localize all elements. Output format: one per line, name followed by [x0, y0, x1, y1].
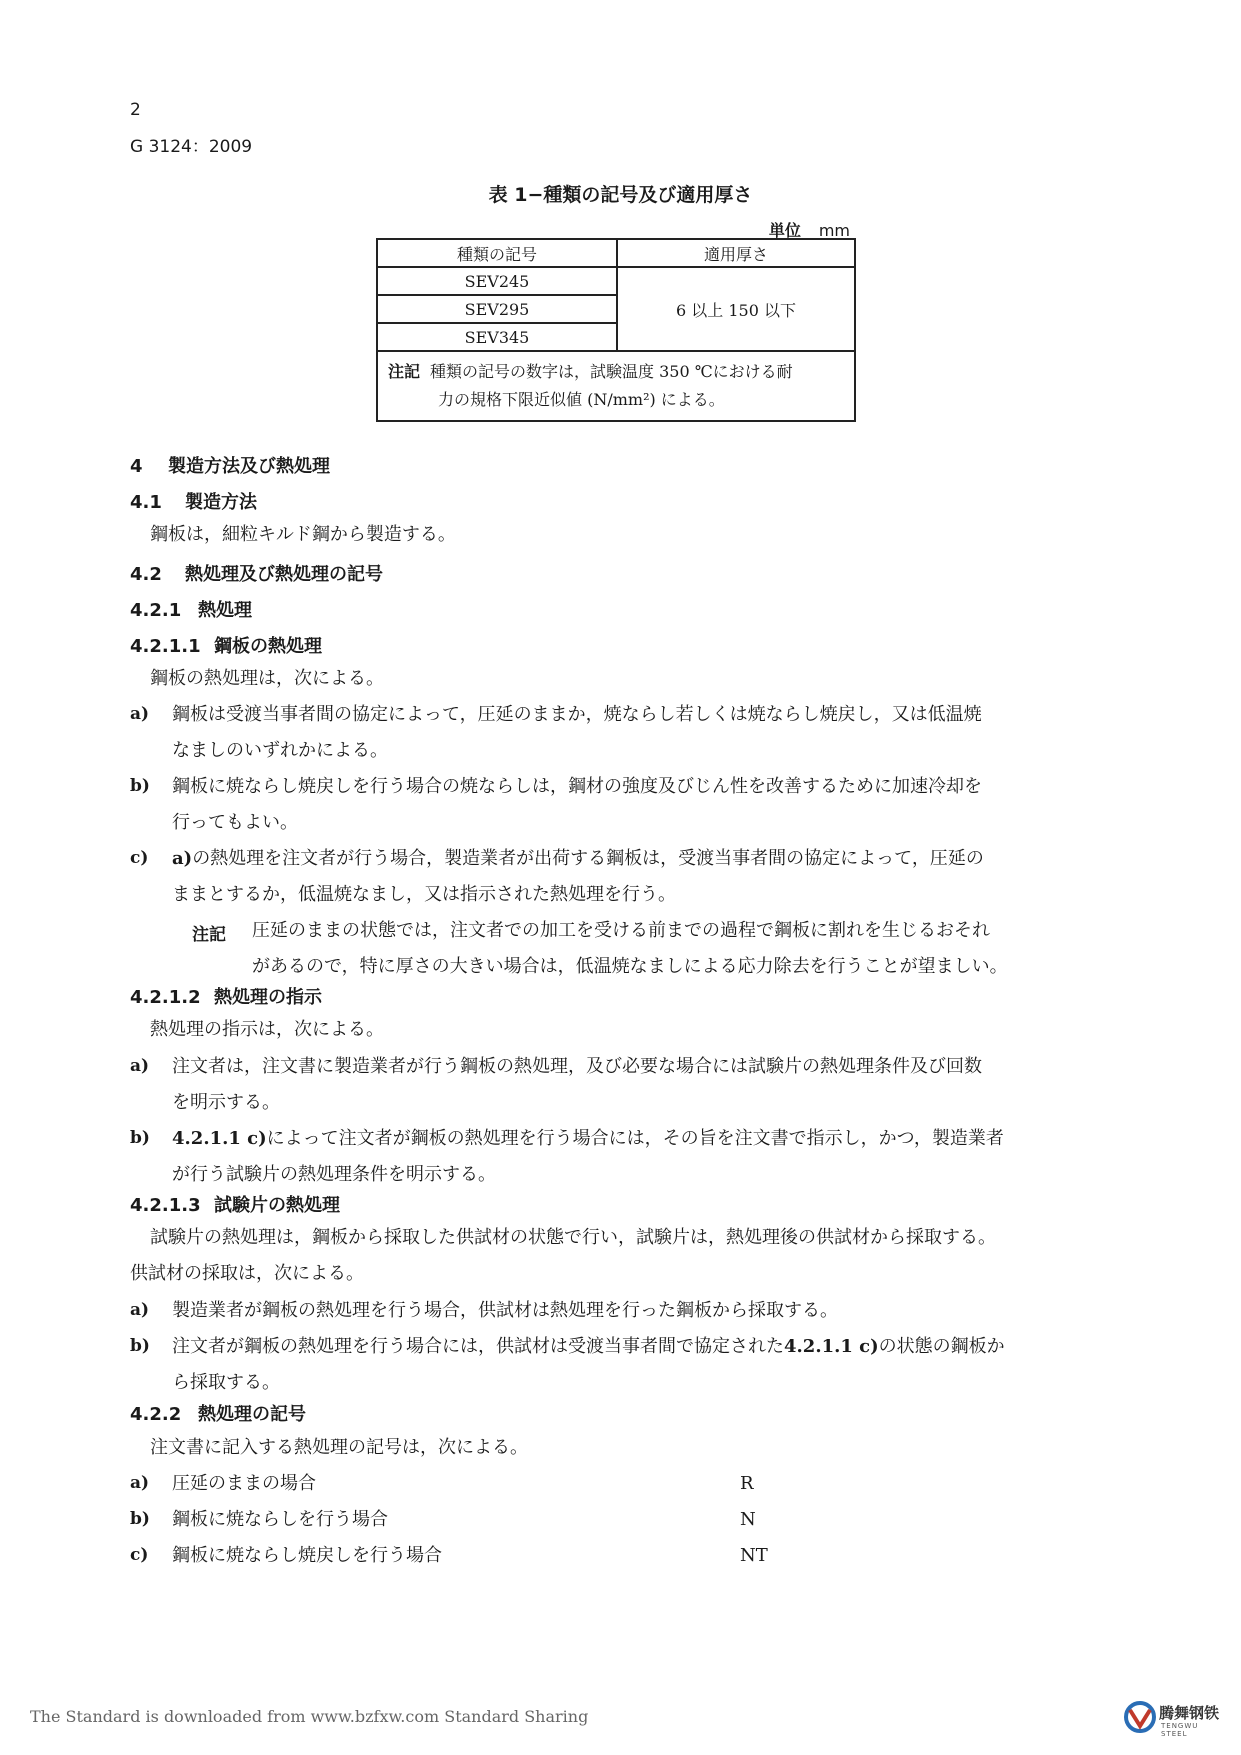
list-item-text: 製造業者が鋼板の熱処理を行う場合，供試材は熱処理を行った鋼板から採取する。: [172, 1300, 838, 1321]
section-title: 熱処理の記号: [198, 1404, 306, 1425]
grade-table: [376, 238, 856, 422]
table-note-line2: 力の規格下限近似値 (N/mm²) による。: [438, 390, 725, 409]
unit-label: 単位: [768, 221, 801, 240]
unit-value: mm: [818, 221, 850, 240]
section-number: 4.2.2: [130, 1404, 182, 1425]
list-item-line: ら採取する。: [172, 1372, 280, 1393]
list-item-text: [172, 841, 1107, 913]
list-item-line: を明示する。: [172, 1092, 280, 1113]
list-marker: b): [130, 1509, 150, 1529]
col-header-grade: 種類の記号: [377, 239, 617, 267]
list-marker: b): [130, 1128, 150, 1148]
section-4-2-1-2-heading: [130, 983, 322, 1009]
section-4-2-1-3-para2: 供試材の採取は，次による。: [130, 1263, 364, 1284]
list-item-line: 鋼板は受渡当事者間の協定によって，圧延のままか，焼ならし若しくは焼ならし焼戻し，又は低温焼: [172, 704, 982, 725]
section-4-2-2-heading: [130, 1400, 306, 1426]
section-title: 熱処理: [198, 600, 252, 621]
section-4-2-1-1-heading: [130, 632, 322, 658]
list-item-line: の熱処理を注文者が行う場合，製造業者が出荷する鋼板は，受渡当事者間の協定によって，圧延の: [192, 848, 984, 869]
heat-treatment-code: NT: [740, 1545, 768, 1566]
list-item-line: が行う試験片の熱処理条件を明示する。: [172, 1164, 496, 1185]
footer-text: The Standard is downloaded from www.bzfxw.com Standard Sharing: [30, 1707, 589, 1726]
section-number: 4.2.1: [130, 600, 182, 621]
thickness-cell: 6 以上 150 以下: [617, 267, 855, 351]
table-note-line1: 種類の記号の数字は，試験温度 350 ℃における耐: [430, 362, 793, 381]
list-item-text: [172, 1329, 1107, 1401]
list-marker: c): [130, 848, 149, 868]
note-line: 圧延のままの状態では，注文者での加工を受ける前までの過程で鋼板に割れを生じるおそれ: [252, 920, 990, 941]
grade-cell: SEV345: [377, 323, 617, 351]
brand-logo-icon: [1123, 1700, 1157, 1734]
list-marker: a): [130, 1473, 150, 1493]
section-number: 4.2.1.2: [130, 987, 201, 1008]
list-marker: a): [130, 1056, 150, 1076]
section-title: 熱処理の指示: [214, 987, 322, 1008]
standard-number: G 3124：2009: [130, 137, 253, 157]
heat-treatment-label: 圧延のままの場合: [172, 1473, 316, 1494]
note-text: [252, 913, 1112, 985]
table-note: [377, 351, 855, 421]
list-item-line: 注文者が鋼板の熱処理を行う場合には，供試材は受渡当事者間で協定された: [172, 1336, 784, 1357]
section-title: 製造方法及び熱処理: [168, 456, 330, 477]
list-marker: b): [130, 1336, 150, 1356]
list-marker: b): [130, 776, 150, 796]
section-4-2-2-intro: 注文書に記入する熱処理の記号は，次による。: [150, 1437, 528, 1458]
list-item-line: なましのいずれかによる。: [172, 740, 388, 761]
grade-cell: SEV245: [377, 267, 617, 295]
list-item-line: 行ってもよい。: [172, 812, 298, 833]
section-title: 熱処理及び熱処理の記号: [185, 564, 383, 585]
section-4-2-1-1-intro: 鋼板の熱処理は，次による。: [150, 668, 384, 689]
list-item-line: によって注文者が鋼板の熱処理を行う場合には，その旨を注文書で指示し，かつ，製造業者: [266, 1128, 1004, 1149]
section-title: 試験片の熱処理: [214, 1195, 340, 1216]
brand-logo: [1123, 1700, 1223, 1740]
grade-cell: SEV295: [377, 295, 617, 323]
list-marker: a): [130, 704, 150, 724]
section-4-2-1-2-intro: 熱処理の指示は，次による。: [150, 1019, 384, 1040]
section-number: 4: [130, 456, 143, 477]
heat-treatment-label: 鋼板に焼ならしを行う場合: [172, 1509, 388, 1530]
list-marker: c): [130, 1545, 149, 1565]
note-label: 注記: [192, 925, 226, 945]
cross-reference: a): [172, 848, 193, 869]
brand-logo-name: 腾舞钢铁: [1159, 1704, 1220, 1722]
page-number: 2: [130, 100, 141, 120]
list-item-text: [172, 1049, 1107, 1121]
list-item-text: [172, 697, 1107, 769]
section-4-2-1-3-heading: [130, 1191, 340, 1217]
list-item-text: [172, 1121, 1107, 1193]
section-4-2-1-3-para1: 試験片の熱処理は，鋼板から採取した供試材の状態で行い，試験片は，熱処理後の供試材から採取する。: [150, 1227, 996, 1248]
section-number: 4.2: [130, 564, 162, 585]
section-number: 4.1: [130, 492, 162, 513]
table-title: 表 1−種類の記号及び適用厚さ: [488, 184, 753, 206]
section-number: 4.2.1.3: [130, 1195, 201, 1216]
section-4-heading: [130, 452, 330, 478]
col-header-thickness: 適用厚さ: [617, 239, 855, 267]
cross-reference: 4.2.1.1 c): [784, 1336, 879, 1357]
section-4-1-heading: [130, 488, 257, 514]
list-item-line: 注文者は，注文書に製造業者が行う鋼板の熱処理，及び必要な場合には試験片の熱処理条件及び回数: [172, 1056, 982, 1077]
section-number: 4.2.1.1: [130, 636, 201, 657]
cross-reference: 4.2.1.1 c): [172, 1128, 267, 1149]
section-4-1-text: 鋼板は，細粒キルド鋼から製造する。: [150, 524, 456, 545]
brand-logo-sub: TENGWU STEEL: [1161, 1722, 1199, 1738]
section-4-2-1-heading: [130, 596, 252, 622]
list-item-line: ままとするか，低温焼なまし，又は指示された熱処理を行う。: [172, 884, 676, 905]
note-line: があるので，特に厚さの大きい場合は，低温焼なましによる応力除去を行うことが望ましい。: [252, 956, 1008, 977]
list-item-text: [172, 769, 1107, 841]
section-title: 鋼板の熱処理: [214, 636, 322, 657]
list-marker: a): [130, 1300, 150, 1320]
table-note-label: 注記: [388, 362, 421, 381]
heat-treatment-code: R: [740, 1473, 754, 1494]
list-item-line: の状態の鋼板か: [878, 1336, 1005, 1357]
section-title: 製造方法: [185, 492, 257, 513]
heat-treatment-label: 鋼板に焼ならし焼戻しを行う場合: [172, 1545, 442, 1566]
list-item-line: 鋼板に焼ならし焼戻しを行う場合の焼ならしは，鋼材の強度及びじん性を改善するために加速冷却を: [172, 776, 982, 797]
section-4-2-heading: [130, 560, 383, 586]
heat-treatment-code: N: [740, 1509, 756, 1530]
